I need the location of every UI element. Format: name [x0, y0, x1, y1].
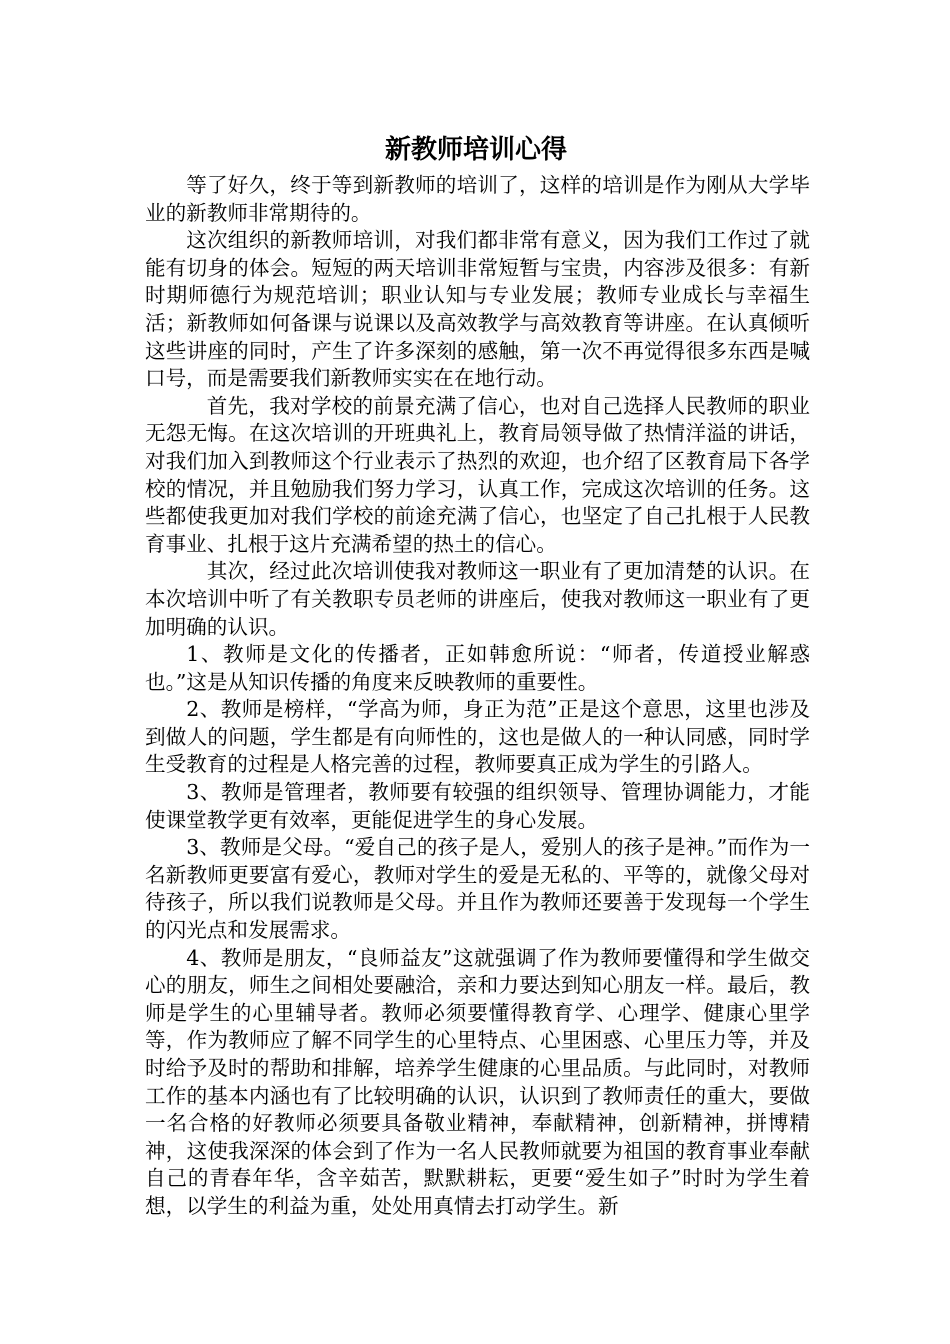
list-item-2: 2、教师是榜样，“学高为师，身正为范”正是这个意思，这里也涉及到做人的问题，学生都是有向师性的，这也是做人的一种认同感，同时学生受教育的过程是人格完善的过程，教师要真正成为学生的引路人。	[145, 697, 810, 777]
paragraph-3: 首先，我对学校的前景充满了信心，也对自己选择人民教师的职业无怨无悔。在这次培训的开班典礼上，教育局领导做了热情洋溢的讲话，对我们加入到教师这个行业表示了热烈的欢迎，也介绍了区教育局下各学校的情况，并且勉励我们努力学习，认真工作，完成这次培训的任务。这些都使我更加对我们学校的前途充满了信心，也坚定了自己扎根于人民教育事业、扎根于这片充满希望的热土的信心。	[145, 393, 810, 556]
list-item-3a: 3、教师是管理者，教师要有较强的组织领导、管理协调能力，才能使课堂教学更有效率，更能促进学生的身心发展。	[145, 780, 810, 832]
paragraph-2: 这次组织的新教师培训，对我们都非常有意义，因为我们工作过了就能有切身的体会。短短的两天培训非常短暂与宝贵，内容涉及很多：有新时期师德行为规范培训；职业认知与专业发展；教师专业成长与幸福生活；新教师如何备课与说课以及高效教学与高效教育等讲座。在认真倾听这些讲座的同时，产生了许多深刻的感触，第一次不再觉得很多东西是喊口号，而是需要我们新教师实实在在地行动。	[145, 228, 810, 391]
document-title: 新教师培训心得	[384, 135, 567, 165]
paragraph-4: 其次，经过此次培训使我对教师这一职业有了更加清楚的认识。在本次培训中听了有关教职专员老师的讲座后，使我对教师这一职业有了更加明确的认识。	[145, 559, 810, 639]
document-body	[145, 172, 810, 1221]
list-item-4: 4、教师是朋友，“良师益友”这就强调了作为教师要懂得和学生做交心的朋友，师生之间相处要融洽，亲和力要达到知心朋友一样。最后，教师是学生的心里辅导者。教师必须要懂得教育学、心理学、健康心里学等，作为教师应了解不同学生的心里特点、心里困惑、心里压力等，并及时给予及时的帮助和排解，培养学生健康的心里品质。与此同时，对教师工作的基本内涵也有了比较明确的认识，认识到了教师责任的重大，要做一名合格的好教师必须要具备敬业精神，奉献精神，创新精神，拼博精神，这使我深深的体会到了作为一名人民教师就要为祖国的教育事业奉献自己的青春年华，含辛茹苦，默默耕耘，更要“爱生如子”时时为学生着想，以学生的利益为重，处处用真情去打动学生。新	[145, 945, 810, 1218]
list-item-3b: 3、教师是父母。“爱自己的孩子是人，爱别人的孩子是神。”而作为一名新教师更要富有爱心，教师对学生的爱是无私的、平等的，就像父母对待孩子，所以我们说教师是父母。并且作为教师还要善于发现每一个学生的闪光点和发展需求。	[145, 835, 810, 943]
paragraph-1: 等了好久，终于等到新教师的培训了，这样的培训是作为刚从大学毕业的新教师非常期待的。	[145, 173, 810, 225]
list-item-1: 1、教师是文化的传播者，正如韩愈所说：“师者，传道授业解惑也。”这是从知识传播的角度来反映教师的重要性。	[145, 642, 810, 694]
